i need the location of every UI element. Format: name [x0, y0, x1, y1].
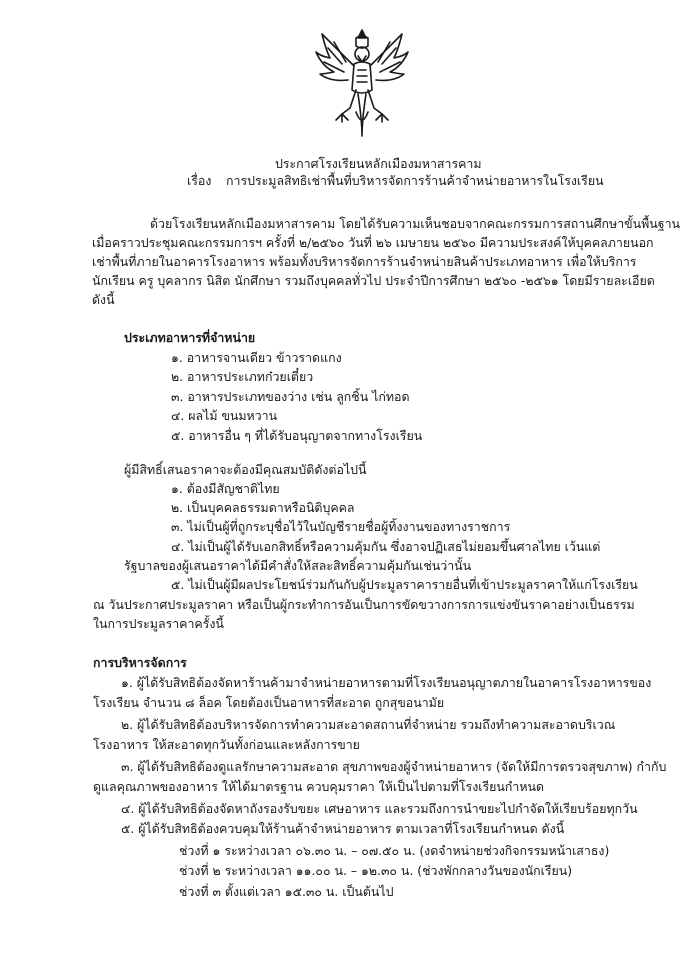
qualification-line: รัฐบาลของผู้เสนอราคาได้มีคำสั่งให้สละสิทธิ์ความคุ้มกันเช่นว่านั้น [124, 558, 472, 573]
qualification-line: ๓. ไม่เป็นผู้ที่ถูกระบุชื่อไว้ในบัญชีรายชื่อผู้ทิ้งงานของทางราชการ [171, 519, 511, 534]
qualification-line: ๔. ไม่เป็นผู้ได้รับเอกสิทธิ์หรือความคุ้มกัน ซึ่งอาจปฏิเสธไม่ยอมขึ้นศาลไทย เว้นแต่ [171, 539, 601, 554]
management-line: ๔. ผู้ได้รับสิทธิต้องจัดหาถังรองรับขยะ เศษอาหาร และรวมถึงการนำขยะไปกำจัดให้เรียบร้อยทุกวัน [121, 801, 638, 816]
qualification-line: ณ วันประกาศประมูลราคา หรือเป็นผู้กระทำการอันเป็นการขัดขวางการการแข่งขันราคาอย่างเป็นธรรม [93, 597, 635, 612]
food-types-heading: ประเภทอาหารที่จำหน่าย [124, 330, 256, 345]
qualification-line: ๕. ไม่เป็นผู้มีผลประโยชน์ร่วมกันกับผู้ประมูลราคารายอื่นที่เข้าประมูลราคาให้แก่โรงเรียน [171, 577, 638, 592]
intro-line: ด้วยโรงเรียนหลักเมืองมหาสารคาม โดยได้รับความเห็นชอบจากคณะกรรมการสถานศึกษาขั้นพื้นฐาน [150, 216, 681, 231]
announcement-title: ประกาศโรงเรียนหลักเมืองมหาสารคาม [275, 156, 482, 171]
food-type-item: ๑. อาหารจานเดียว ข้าวราดแกง [171, 350, 342, 365]
schedule-line: ช่วงที่ ๓ ตั้งแต่เวลา ๑๕.๓๐ น. เป็นต้นไป [179, 884, 394, 899]
subject-text: การประมูลสิทธิเช่าพื้นที่บริหารจัดการร้านค้าจำหน่ายอาหารในโรงเรียน [226, 173, 604, 188]
garuda-emblem-icon [312, 28, 412, 140]
intro-line: เมื่อคราวประชุมคณะกรรมการฯ ครั้งที่ ๒/๒๕๖๐ วันที่ ๒๖ เมษายน ๒๕๖๐ มีความประสงค์ให้บุคคลภายนอก [92, 235, 654, 250]
management-line: ๒. ผู้ได้รับสิทธิต้องบริหารจัดการทำความสะอาดสถานที่จำหน่าย รวมถึงทำความสะอาดบริเวณ [121, 717, 616, 732]
intro-line: นักเรียน ครู บุคลากร นิสิต นักศึกษา รวมถึงบุคคลทั่วไป ประจำปีการศึกษา ๒๕๖๐ -๒๕๖๑ โดยมีรายละเอียด [92, 273, 655, 288]
management-line: โรงอาหาร ให้สะอาดทุกวันทั้งก่อนและหลังการขาย [93, 737, 360, 752]
qualification-line: ๒. เป็นบุคคลธรรมดาหรือนิติบุคคล [171, 500, 355, 515]
subject-label: เรื่อง [187, 173, 212, 188]
food-type-item: ๒. อาหารประเภทก๋วยเตี๋ยว [171, 369, 314, 384]
schedule-line: ช่วงที่ ๒ ระหว่างเวลา ๑๑.๐๐ น. – ๑๒.๓๐ น. (ช่วงพักกลางวันของนักเรียน) [179, 863, 573, 878]
schedule-line: ช่วงที่ ๑ ระหว่างเวลา ๐๖.๓๐ น. – ๐๗.๕๐ น. (งดจำหน่ายช่วงกิจกรรมหน้าเสาธง) [179, 843, 610, 858]
intro-line: ดังนี้ [92, 292, 115, 307]
management-line: ๓. ผู้ได้รับสิทธิต้องดูแลรักษาความสะอาด สุขภาพของผู้จำหน่ายอาหาร (จัดให้มีการตรวจสุขภาพ) กำกับ [121, 759, 667, 774]
qualification-line: ในการประมูลราคาครั้งนี้ [93, 616, 224, 631]
management-heading: การบริหารจัดการ [93, 655, 187, 670]
management-line: ดูแลคุณภาพของอาหาร ให้ได้มาตรฐาน ควบคุมราคา ให้เป็นไปตามที่โรงเรียนกำหนด [93, 779, 545, 794]
food-type-item: ๓. อาหารประเภทของว่าง เช่น ลูกชิ้น ไก่ทอด [171, 389, 410, 404]
qualification-line: ๑. ต้องมีสัญชาติไทย [171, 481, 280, 496]
qualifications-heading: ผู้มีสิทธิ์เสนอราคาจะต้องมีคุณสมบัติดังต่อไปนี้ [124, 462, 367, 477]
management-line: ๕. ผู้ได้รับสิทธิต้องควบคุมให้ร้านค้าจำหน่ายอาหาร ตามเวลาที่โรงเรียนกำหนด ดังนี้ [121, 821, 565, 836]
management-line: โรงเรียน จำนวน ๘ ล็อค โดยต้องเป็นอาหารที่สะอาด ถูกสุขอนามัย [93, 695, 445, 710]
food-type-item: ๔. ผลไม้ ขนมหวาน [171, 408, 278, 423]
intro-line: เช่าพื้นที่ภายในอาคารโรงอาหาร พร้อมทั้งบริหารจัดการร้านจำหน่ายสินค้าประเภทอาหาร เพื่อให้บริการ [92, 254, 637, 269]
food-type-item: ๕. อาหารอื่น ๆ ที่ได้รับอนุญาตจากทางโรงเรียน [171, 428, 423, 443]
management-line: ๑. ผู้ได้รับสิทธิต้องจัดหาร้านค้ามาจำหน่ายอาหารตามที่โรงเรียนอนุญาตภายในอาคารโรงอาหารของ [121, 675, 652, 690]
